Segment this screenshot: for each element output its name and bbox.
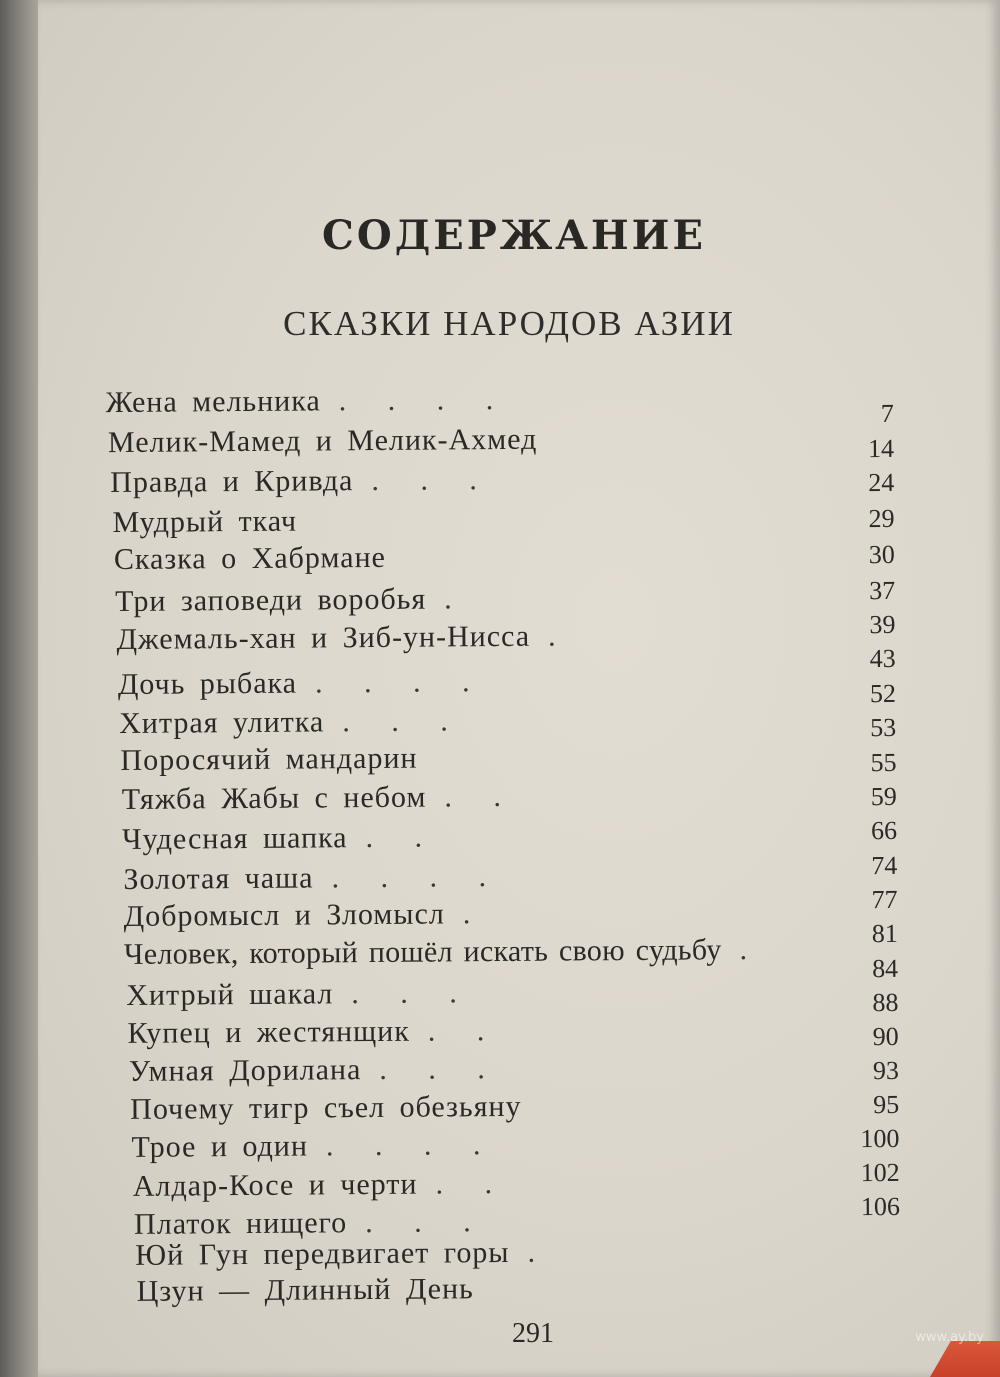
toc-page-number: 29 xyxy=(868,503,895,534)
toc-leader-dots: . . . . xyxy=(331,860,501,895)
toc-leader-dots: . . . xyxy=(379,1052,499,1086)
toc-entry-title: Цзун — Длинный День xyxy=(136,1272,474,1308)
toc-entry-title: Алдар-Косе и черти xyxy=(132,1167,418,1203)
toc-page-number: 77 xyxy=(871,884,898,915)
toc-leader-dots: . . xyxy=(435,1166,507,1201)
toc-entry xyxy=(119,704,462,741)
toc-entry xyxy=(126,976,471,1013)
toc-entry-title: Сказка о Хабрмане xyxy=(113,540,387,577)
toc-entry xyxy=(108,423,556,461)
page-title: СОДЕРЖАНИЕ xyxy=(322,212,706,259)
toc-leader-dots: . xyxy=(547,619,570,653)
toc-page-number: 102 xyxy=(860,1157,900,1188)
toc-leader-dots: . . xyxy=(427,1014,499,1048)
toc-page-number: 88 xyxy=(872,987,899,1018)
toc-entry-title: Умная Дорилана xyxy=(128,1053,362,1088)
toc-leader-dots: . xyxy=(739,932,762,967)
watermark: www.ay.by xyxy=(915,1330,984,1345)
toc-entry xyxy=(137,1272,492,1309)
toc-entry-title: Хитрый шакал xyxy=(126,977,334,1012)
toc-entry-title: Купец и жестянщик xyxy=(127,1014,410,1050)
toc-entry xyxy=(127,1014,498,1051)
toc-entry-title: Поросячий мандарин xyxy=(120,741,418,777)
toc-entry-title: Золотая чаша xyxy=(123,861,314,896)
toc-entry xyxy=(123,860,500,897)
toc-page-number: 7 xyxy=(880,398,894,429)
toc-page-number: 100 xyxy=(860,1123,900,1154)
toc-entry xyxy=(116,619,569,657)
section-title: СКАЗКИ НАРОДОВ АЗИИ xyxy=(283,304,735,343)
toc-page-number: 74 xyxy=(871,850,898,881)
toc-entry xyxy=(131,1128,494,1165)
toc-leader-dots: . . xyxy=(365,820,437,855)
toc-entry xyxy=(114,541,404,577)
toc-entry-title: Дочь рыбака xyxy=(117,666,298,702)
toc-leader-dots: . . . xyxy=(371,463,491,498)
toc-entry xyxy=(120,742,435,778)
toc-entry-title: Почему тигр съел обезьяну xyxy=(130,1089,522,1126)
toc-leader-dots: . . . xyxy=(365,1205,485,1240)
toc-page-number: 39 xyxy=(869,609,896,640)
toc-entry xyxy=(122,821,436,857)
toc-entry-title: Юй Гун передвигает горы xyxy=(135,1235,510,1272)
toc-page-number: 43 xyxy=(869,643,896,674)
toc-entry-title: Платок нищего xyxy=(133,1206,348,1241)
toc-entry-title: Добромысл и Зломысл xyxy=(123,897,445,933)
toc-entry xyxy=(135,1236,549,1273)
toc-entry xyxy=(112,504,315,540)
toc-entry xyxy=(106,383,508,420)
toc-entry-title: Тяжба Жабы с небом xyxy=(121,780,427,816)
toc-entry-title: Мелик-Мамед и Мелик-Ахмед xyxy=(107,422,538,460)
toc-leader-dots: . xyxy=(527,1235,550,1269)
toc-page-number: 66 xyxy=(870,815,898,846)
toc-entry xyxy=(129,1052,499,1089)
toc-page-number: 90 xyxy=(872,1021,899,1052)
toc-entry-title: Хитрая улитка xyxy=(119,705,325,740)
toc-page-number: 55 xyxy=(870,747,897,778)
toc-entry-title: Чудесная шапка xyxy=(121,821,348,856)
toc-leader-dots: . . . . xyxy=(338,382,508,418)
toc-entry xyxy=(115,582,466,619)
toc-leader-dots: . xyxy=(462,897,485,931)
toc-page-number: 95 xyxy=(873,1089,900,1120)
toc-page-number: 59 xyxy=(870,781,897,812)
toc-page-number: 52 xyxy=(869,678,897,709)
toc-entry-title: Три заповеди воробья xyxy=(115,582,427,619)
toc-leader-dots: . . . xyxy=(342,704,462,739)
toc-page-number: 81 xyxy=(871,918,898,949)
toc-entry-title: Мудрый ткач xyxy=(112,504,298,540)
toc-page-number: 53 xyxy=(870,712,897,743)
toc-leader-dots: . . xyxy=(444,779,516,814)
toc-page-number: 24 xyxy=(868,467,895,498)
toc-entry xyxy=(130,1090,540,1127)
toc-page-number: 37 xyxy=(869,575,896,606)
toc-entry xyxy=(118,665,484,702)
toc-entry xyxy=(122,780,515,817)
toc-entry xyxy=(133,1167,506,1204)
toc-entry xyxy=(124,897,485,934)
toc-entry xyxy=(110,463,491,500)
toc-entry-title: Жена мельника xyxy=(105,384,321,420)
toc-page-number: 30 xyxy=(868,539,895,570)
toc-leader-dots: . . . . xyxy=(325,1128,495,1163)
toc-leader-dots: . xyxy=(444,582,466,616)
toc-leader-dots: . . . xyxy=(351,976,471,1011)
toc-page-number: 14 xyxy=(867,433,895,464)
toc-entry-title: Трое и один xyxy=(131,1129,309,1164)
toc-leader-dots: . . . . xyxy=(314,665,484,700)
toc-entry-title: Правда и Кривда xyxy=(110,464,354,500)
toc-page-number: 106 xyxy=(860,1191,901,1222)
toc-entry-title: Джемаль-хан и Зиб-ун-Нисса xyxy=(116,619,531,657)
toc-entry xyxy=(124,933,761,972)
toc-entry-title: Человек, который пошёл искать свою судьбу xyxy=(123,933,722,971)
toc-page-number: 84 xyxy=(872,953,899,984)
toc-page-number: 93 xyxy=(872,1055,900,1086)
page-number: 291 xyxy=(512,1318,554,1349)
